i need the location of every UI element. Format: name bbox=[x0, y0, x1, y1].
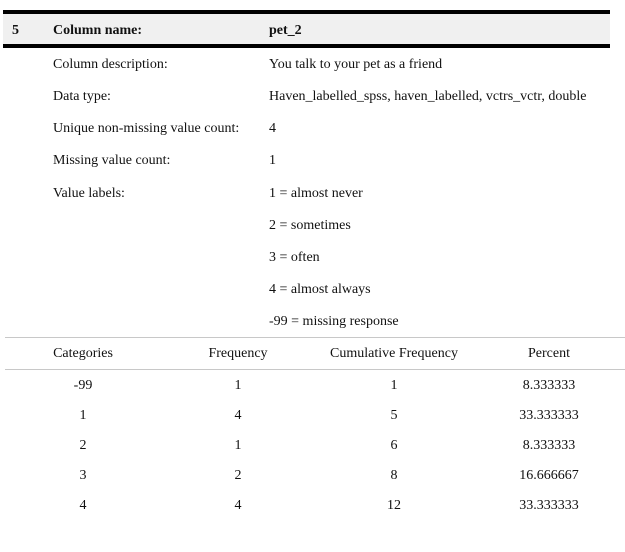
table-top-rule bbox=[5, 337, 625, 338]
table-cell: 33.333333 bbox=[519, 408, 579, 423]
column-name-value: pet_2 bbox=[269, 23, 302, 38]
table-cell: 12 bbox=[387, 498, 401, 513]
column-index: 5 bbox=[12, 23, 19, 38]
detail-value: 1 bbox=[269, 153, 276, 168]
column-header: Cumulative Frequency bbox=[330, 346, 458, 361]
detail-value: 4 bbox=[269, 121, 276, 136]
column-header-band bbox=[3, 10, 610, 48]
column-header: Categories bbox=[53, 346, 113, 361]
table-cell: 4 bbox=[234, 498, 242, 513]
table-cell: 4 bbox=[79, 498, 87, 513]
table-cell: 5 bbox=[390, 408, 398, 423]
column-header: Frequency bbox=[208, 346, 268, 361]
table-cell: 4 bbox=[234, 408, 242, 423]
detail-label: Missing value count: bbox=[53, 153, 171, 168]
value-label-item: 4 = almost always bbox=[269, 282, 371, 297]
table-cell: 1 bbox=[234, 378, 242, 393]
table-cell: 3 bbox=[79, 468, 87, 483]
table-cell: -99 bbox=[73, 378, 93, 393]
table-cell: 8 bbox=[390, 468, 398, 483]
table-cell: 33.333333 bbox=[519, 498, 579, 513]
table-cell: 6 bbox=[390, 438, 398, 453]
table-cell: 1 bbox=[79, 408, 87, 423]
detail-label: Unique non-missing value count: bbox=[53, 121, 240, 136]
value-label-item: 3 = often bbox=[269, 250, 320, 265]
table-cell: 8.333333 bbox=[522, 378, 576, 393]
table-cell: 2 bbox=[234, 468, 242, 483]
value-label-item: 2 = sometimes bbox=[269, 218, 351, 233]
table-cell: 2 bbox=[79, 438, 87, 453]
table-cell: 1 bbox=[390, 378, 398, 393]
detail-label: Data type: bbox=[53, 89, 111, 104]
table-cell: 8.333333 bbox=[522, 438, 576, 453]
table-cell: 1 bbox=[234, 438, 242, 453]
value-label-item: -99 = missing response bbox=[269, 314, 399, 329]
table-header-rule bbox=[5, 369, 625, 370]
detail-value: You talk to your pet as a friend bbox=[269, 57, 443, 72]
detail-value: Haven_labelled_spss, haven_labelled, vctrs_vctr, double bbox=[269, 89, 587, 104]
table-cell: 16.666667 bbox=[519, 468, 579, 483]
detail-label: Column description: bbox=[53, 57, 168, 72]
value-label-item: 1 = almost never bbox=[269, 186, 363, 201]
detail-label: Value labels: bbox=[53, 186, 125, 201]
column-name-label: Column name: bbox=[53, 23, 143, 38]
column-header: Percent bbox=[528, 346, 570, 361]
